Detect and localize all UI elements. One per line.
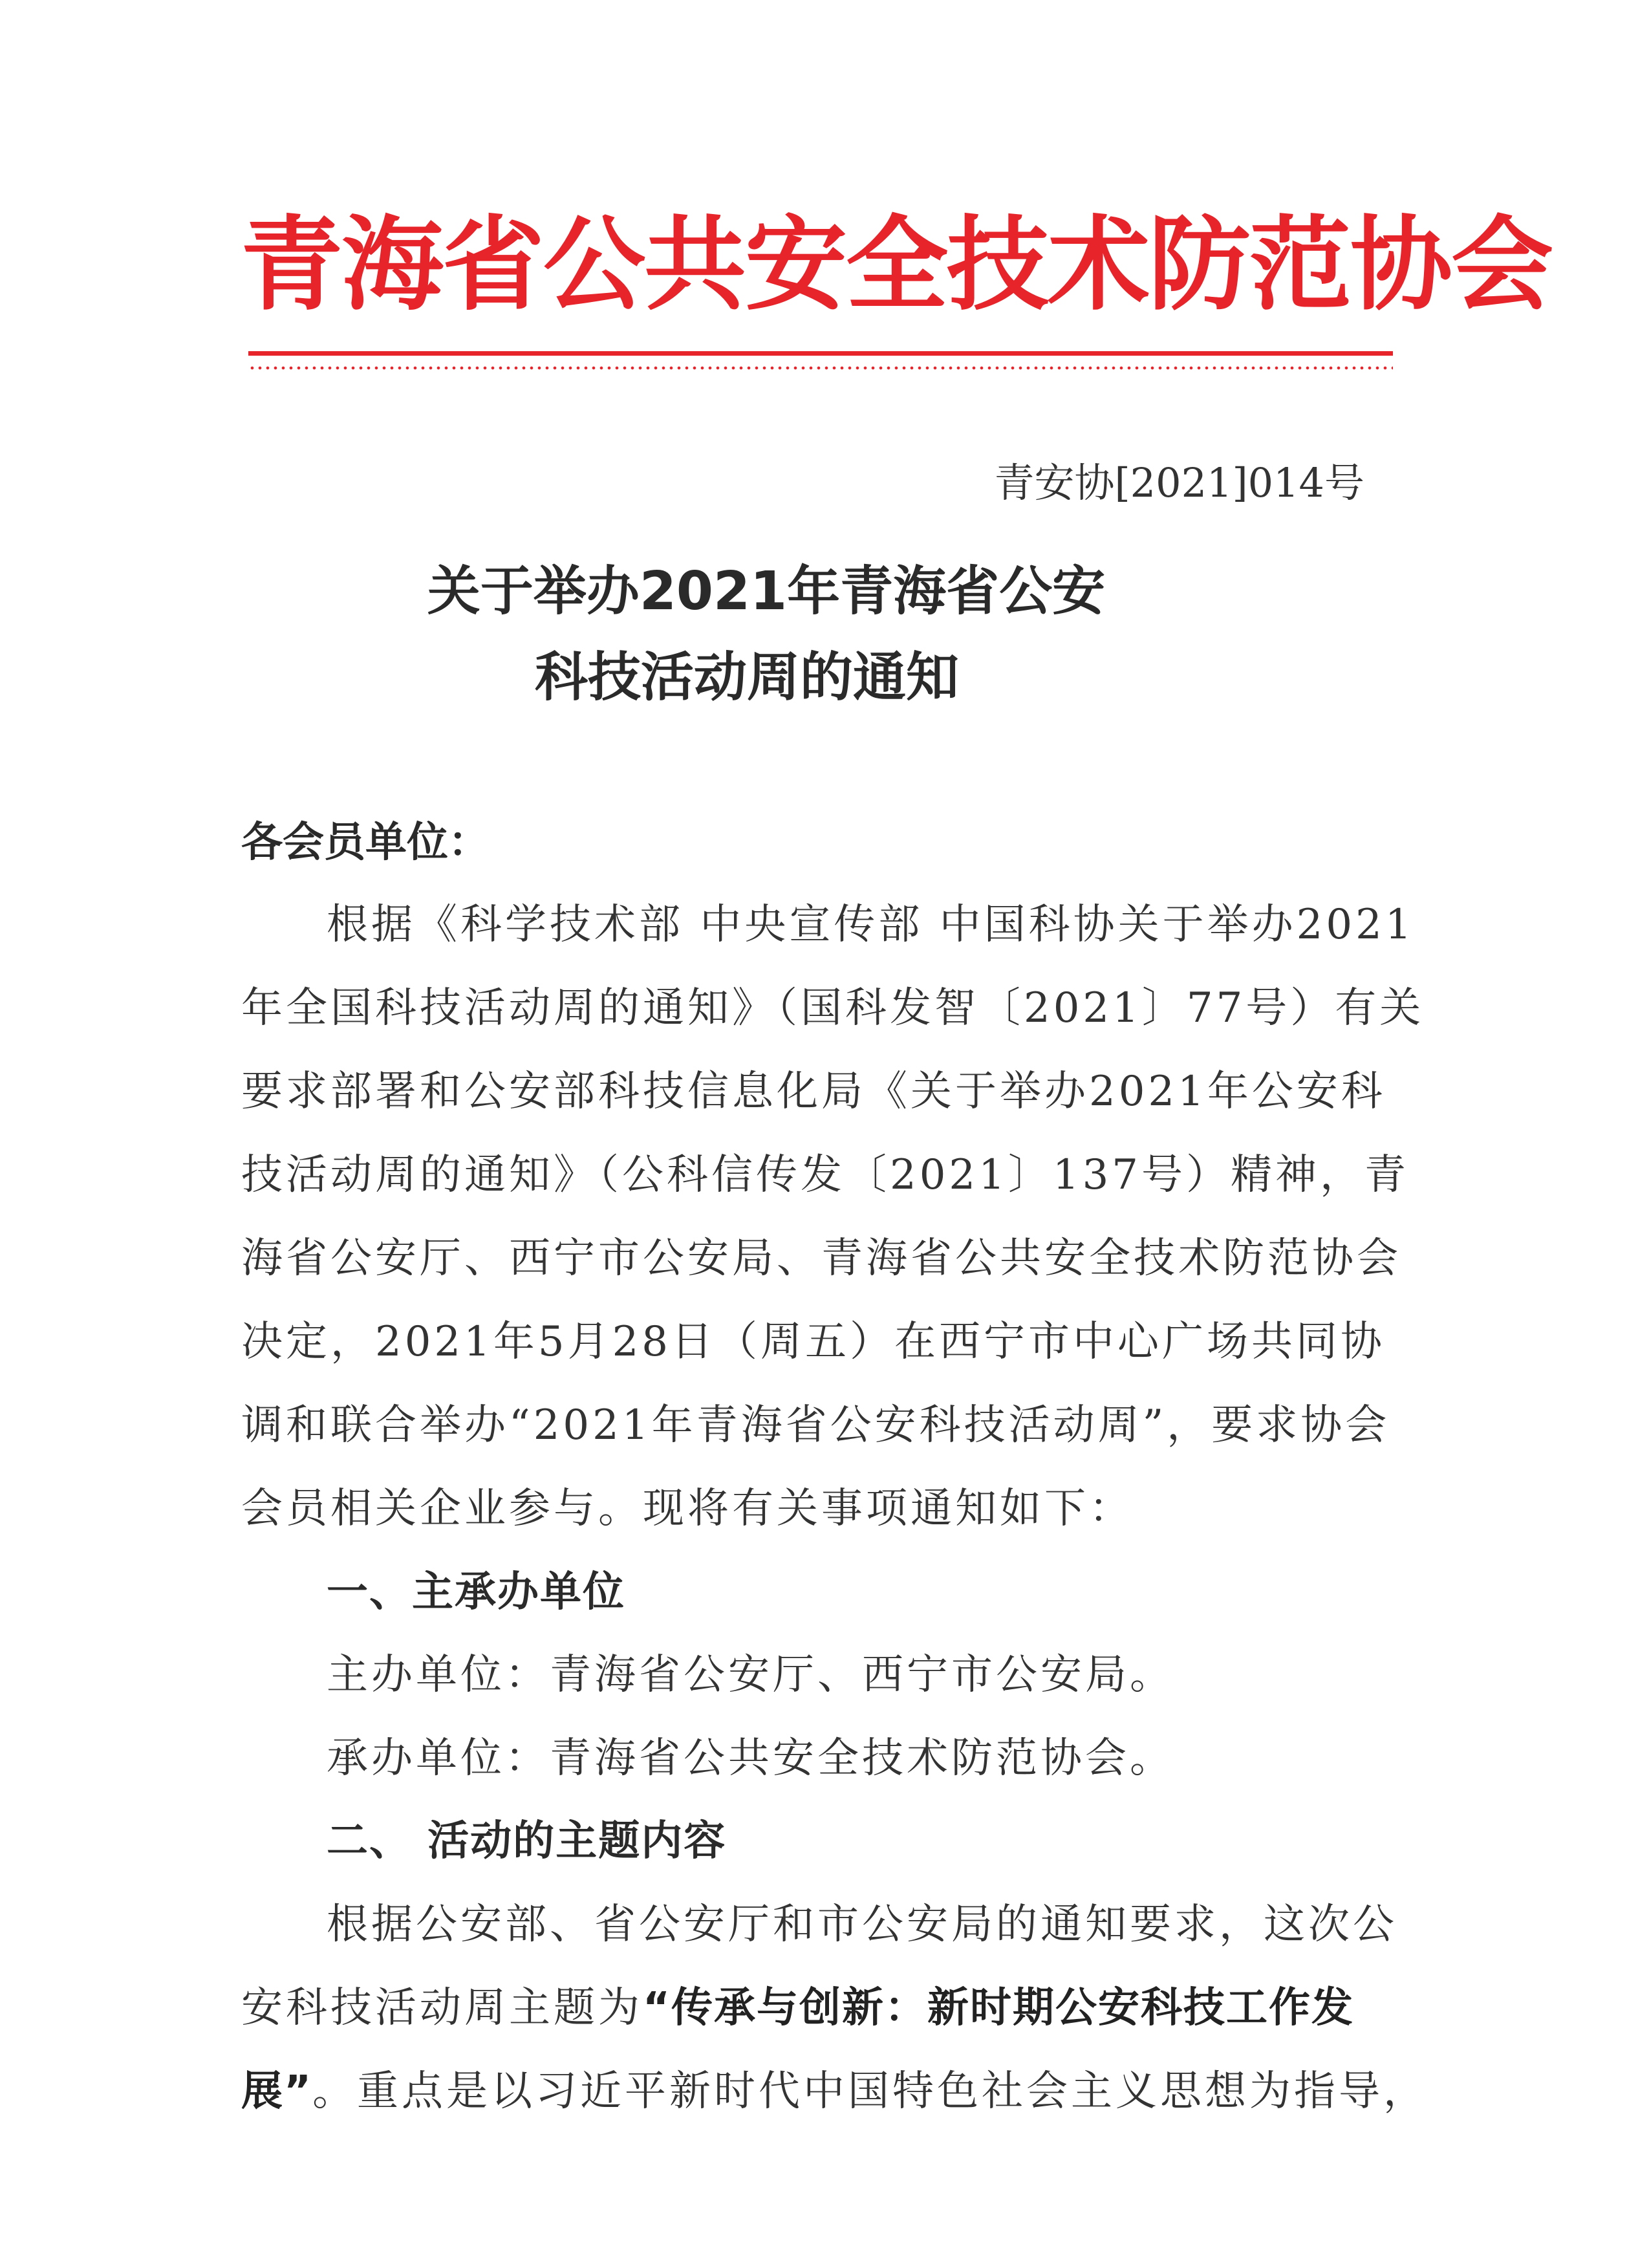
organizer-unit: 承办单位：青海省公共安全技术防范协会。	[327, 1734, 1174, 1782]
salutation: 各会员单位：	[241, 819, 490, 867]
header-red-rule	[248, 351, 1393, 356]
paragraph-line	[241, 2059, 1428, 2124]
host-unit: 主办单位：青海省公安厅、西宁市公安局。	[327, 1651, 1174, 1699]
paragraph-line: 年全国科技活动周的通知》（国科发智〔2021〕77号）有关	[241, 984, 1425, 1032]
paragraph-line: 调和联合举办“2021年青海省公安科技活动周”，要求协会	[241, 1401, 1390, 1449]
paragraph-line: 根据《科学技术部 中央宣传部 中国科协关于举办2021	[327, 901, 1415, 949]
paragraph-line	[241, 1976, 1366, 2040]
section-heading-2: 二、 活动的主题内容	[327, 1817, 727, 1865]
document-title-line-2: 科技活动周的通知	[534, 647, 959, 708]
paragraph-line: 会员相关企业参与。现将有关事项通知如下：	[241, 1485, 1134, 1533]
paragraph-line: 技活动周的通知》（公科信传发〔2021〕137号）精神，青	[241, 1151, 1410, 1199]
organization-header: 青海省公共安全技术防范协会	[241, 206, 1552, 325]
theme-intro: 安科技活动周主题为	[241, 1984, 643, 2032]
section-heading-1: 一、主承办单位	[327, 1568, 625, 1616]
document-number: 青安协[2021]014号	[994, 459, 1364, 506]
theme-emphasis-end: 展”	[241, 2068, 313, 2115]
paragraph-line: 决定，2021年5月28日（周五）在西宁市中心广场共同协	[241, 1318, 1386, 1366]
paragraph-line: 要求部署和公安部科技信息化局《关于举办2021年公安科	[241, 1068, 1386, 1116]
document-title-line-1: 关于举办2021年青海省公安	[427, 561, 1106, 622]
header-dotted-rule	[248, 366, 1393, 370]
paragraph-line: 根据公安部、省公安厅和市公安局的通知要求，这次公	[327, 1901, 1397, 1949]
paragraph-text: 。重点是以习近平新时代中国特色社会主义思想为指导，	[312, 2068, 1428, 2115]
theme-emphasis: “传承与创新：新时期公安科技工作发	[643, 1984, 1355, 2032]
paragraph-line: 海省公安厅、西宁市公安局、青海省公共安全技术防范协会	[241, 1235, 1401, 1282]
